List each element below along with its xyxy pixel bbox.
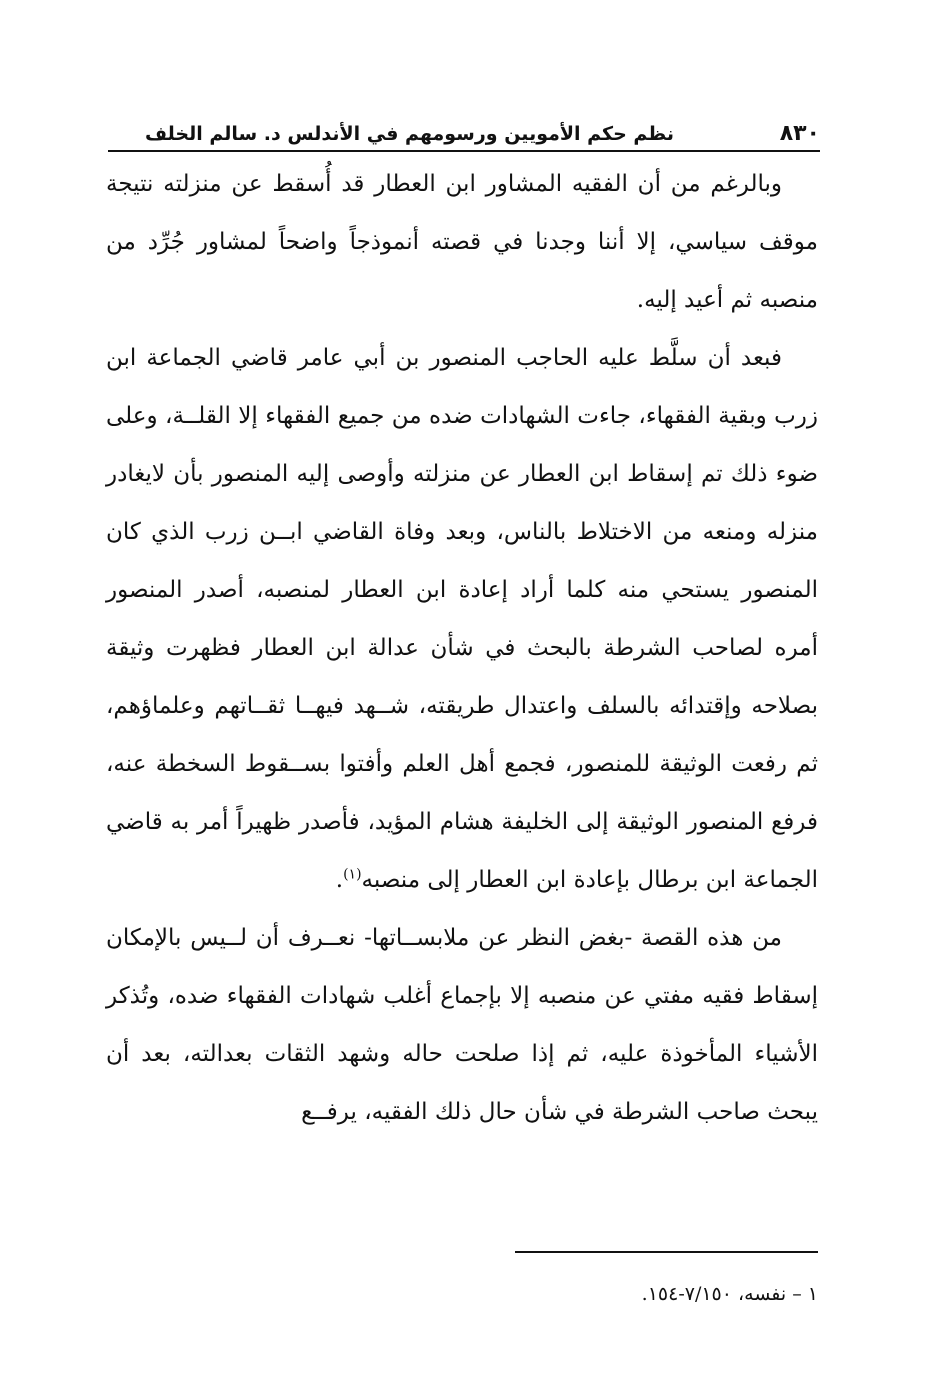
body-text: [106, 155, 818, 1141]
footnote-text: ١ – نفسه، ٧/١٥٠-١٥٤.: [641, 1283, 818, 1305]
paragraph-text: وبالرغم من أن الفقيه المشاور ابن العطار قد أُسقط عن منزلته نتيجة موقف سياسي، إلا أننا وجدنا في قصته أنموذجاً واضحاً لمشاور جُرِّد من منصبه ثم أعيد إليه.: [106, 171, 818, 313]
footnote-rule: [515, 1251, 818, 1253]
paragraph-text: فبعد أن سلَّط عليه الحاجب المنصور بن أبي عامر قاضي الجماعة ابن زرب وبقية الفقهاء، جاءت الشهادات ضده من جميع الفقهاء إلا القلــة، وعلى ضوء ذلك تم إسقاط ابن العطار عن منزلته وأوصى إليه المنصور بأن لايغادر منزله ومنعه من الاختلاط بالناس، وبعد وفاة القاضي ابــن زرب الذي كان المنصور يستحي منه كلما أراد إعادة ابن العطار لمنصبه، أصدر المنصور أمره لصاحب الشرطة بالبحث في شأن عدالة ابن العطار فظهرت وثيقة بصلاحه وإقتدائه بالسلف واعتدال طريقته، شــهد فيهــا ثقــاتهم وعلماؤهم، ثم رفعت الوثيقة للمنصور، فجمع أهل العلم وأفتوا بســقوط السخطة عنه، فرفع المنصور الوثيقة إلى الخليفة هشام المؤيد، فأصدر ظهيراً أمر به قاضي الجماعة ابن برطال بإعادة ابن العطار إلى منصبه: [106, 345, 818, 893]
footnote-reference: (١): [343, 866, 362, 883]
paragraph-2: [106, 329, 818, 909]
paragraph-1: [106, 155, 818, 329]
paragraph-3: [106, 909, 818, 1141]
page-header: [135, 112, 820, 148]
running-title: نظم حكم الأمويين ورسومهم في الأندلس د. سالم الخلف: [145, 123, 674, 145]
paragraph-end-mark: .: [335, 867, 344, 893]
page-number: ٨٣٠: [779, 121, 820, 146]
header-rule: [108, 150, 820, 152]
paragraph-text: من هذه القصة -بغض النظر عن ملابســاتها- نعــرف أن لــيس بالإمكان إسقاط فقيه مفتي عن منصبه إلا بإجماع أغلب شهادات الفقهاء ضده، وتُذكر الأشياء المأخوذة عليه، ثم إذا صلحت حاله وشهد الثقات بعدالته، بعد أن يبحث صاحب الشرطة في شأن حال ذلك الفقيه، يرفــع: [106, 925, 818, 1125]
footnote: [400, 1280, 818, 1308]
